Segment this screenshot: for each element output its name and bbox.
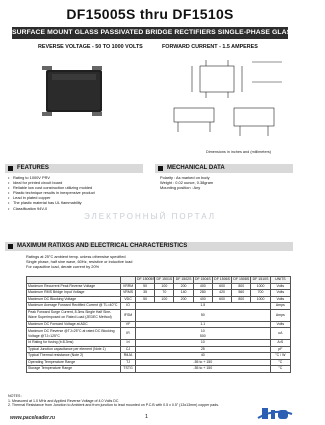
row-label: Peak Forward Surge Current, 8.3ms Single Half Sine-Wave Superimposed on Rated Load (JEDEC Method) [27,309,121,321]
feature-item: • Reliable low cost construction utilizing molded [8,185,148,190]
row-unit: A²S [270,340,290,347]
table-row [27,328,291,340]
ratings-condition-line: For capacitive load, derate current by 20% [26,264,100,270]
ratings-condition-line: Single phase, half sine wave, 60Hz, resistive or inductive load [26,259,133,265]
row-value: 10 [136,340,271,347]
mechanical-item: Polarity : As marked on body [160,175,210,180]
row-unit: Amps [270,309,290,321]
row-symbol: I²t [121,340,136,347]
features-heading-bar [5,164,143,173]
row-symbol: VRMS [121,290,136,297]
dimension-drawing [152,52,292,148]
row-value: 600 [212,296,231,303]
ratings-condition-line: Ratings at 25°C ambient temp. unless otherwise specified [26,254,126,259]
chip-package-image [32,58,118,128]
row-label: Typical Junction capacitance per element (Note 1) [27,346,121,353]
row-label: Maximum RMS Bridge Input Voltage [27,290,121,297]
row-value: -55 to + 150 [136,359,271,366]
row-symbol: IFSM [121,309,136,321]
row-value: 800 [232,296,251,303]
row-unit: Volts [270,321,290,328]
row-unit: Volts [270,296,290,303]
row-value: 280 [193,290,212,297]
header-cell-part: DF 15005S [137,277,155,282]
row-value: 100 [155,296,174,303]
row-value: 140 [174,290,193,297]
row-label: Maximum DC Reverse @TJ=25°C at rated DC Blocking Voltage @TJ=125°C [27,328,121,340]
row-value: 420 [212,290,231,297]
page-number: 1 [145,414,149,420]
row-value: 1000 [251,283,270,290]
row-label: Typical Thermal resistance (Note 2) [27,353,121,360]
row-value: 700 [251,290,270,297]
row-label: Maximum Average Forward Rectified Current @ TL=40°C [27,303,121,310]
row-value: 70 [155,290,174,297]
row-value: 50 [136,296,155,303]
row-value: 100 [155,283,174,290]
row-value: 10 500 [136,328,271,340]
row-unit: °C [270,366,290,373]
product-banner: SURFACE MOUNT GLASS PASSIVATED BRIDGE RECTIFIERS SINGLE-PHASE GLASS BRIDGE [12,27,288,39]
table-row [27,366,291,373]
ratings-heading: MAXIMUM RATIXGS AND ELECTRICAL CHARACTERISTICS [17,243,188,249]
row-label: Maximum DC Blocking Voltage [27,296,121,303]
section-square-icon [8,166,13,171]
row-unit: pF [270,346,290,353]
mechanical-heading-bar [155,164,293,173]
row-symbol: VDC [121,296,136,303]
header-cell-part: DF 1508S [233,277,250,282]
feature-item: • Classification 94V-0 [8,206,148,211]
row-value: 50 [136,283,155,290]
row-value: -55 to + 150 [136,366,271,373]
row-unit: Volts [270,283,290,290]
row-value: 35 [136,290,155,297]
section-square-icon [8,244,13,249]
row-symbol: TSTG [121,366,136,373]
header-cell-part: DF 1510S [252,277,269,282]
row-label: Maximum DC Forward Voltage at ADC [27,321,121,328]
row-symbol: IO [121,303,136,310]
row-unit: °C / W [270,353,290,360]
row-symbol: VF [121,321,136,328]
reverse-voltage-spec: REVERSE VOLTAGE - 50 TO 1000 VOLTS [38,44,143,50]
mechanical-heading: MECHANICAL DATA [167,165,225,171]
header-cell-part: DF 1502S [175,277,192,282]
row-value: 400 [193,296,212,303]
note-item: 2. Thermal Resistance from Junction to Ambient and from junction to lead mounted on P.C.B with 0.5 x 0.5" (13x13mm) copper pads. [8,403,220,408]
row-symbol: IR [121,328,136,340]
header-cell-units: UNITS [270,277,290,284]
page-title: DF15005S thru DF1510S [66,6,234,22]
row-label: Operating Temperature Range [27,359,121,366]
row-unit: Volts [270,290,290,297]
ratings-table [26,276,291,373]
row-value: 1000 [251,296,270,303]
row-value: 50 [136,309,271,321]
notes-block [8,394,293,408]
row-value: 800 [232,283,251,290]
row-value: 200 [174,296,193,303]
features-heading: FEATURES [17,165,49,171]
mechanical-item: Mounting position : Any [160,185,201,191]
row-unit: uA [270,328,290,340]
header-cell-part: DF 1504S [194,277,211,282]
feature-item: • Lead in plated copper [8,195,148,200]
row-value: 560 [232,290,251,297]
row-unit: °C [270,359,290,366]
row-label: I²t Rating for fusing (t<8.3ms) [27,340,121,347]
row-label: Storage Temperature Range [27,366,121,373]
row-value: 1.1 [136,321,271,328]
table-row [27,309,291,321]
row-unit: Amps [270,303,290,310]
row-symbol: TJ [121,359,136,366]
feature-item: • Ideal for printed circuit board [8,180,148,185]
forward-current-spec: FORWARD CURRENT - 1.5 AMPERES [162,44,258,50]
feature-item: • The plastic material has UL flammability [8,200,148,205]
row-label: Maximum Recurrent Peak Reverse Voltage [27,283,121,290]
notes-heading: NOTES : [8,394,23,398]
section-square-icon [158,166,163,171]
watermark-text: ЭЛЕКТРОННЫЙ ПОРТАЛ [84,212,216,221]
row-symbol: CJ [121,346,136,353]
feature-item: • Plastic technique results in inexpensive product [8,190,148,195]
row-symbol: RθJA [121,353,136,360]
header-cell-part: DF 1501S [156,277,173,282]
row-value: 600 [212,283,231,290]
ratings-heading-bar [5,242,293,251]
features-list [8,175,148,211]
row-value: 200 [174,283,193,290]
dimensions-note: Dimensions in inches and (millimeters) [206,150,271,154]
header-cell-part: DF 1506S [214,277,230,282]
footer-url-link[interactable]: www.paceleader.ru [10,415,56,421]
row-value: 25 [136,346,271,353]
pic-logo [258,404,292,422]
row-value: 400 [193,283,212,290]
ratings-conditions [26,254,296,270]
row-value: 1.5 [136,303,271,310]
row-symbol: VRRM [121,283,136,290]
mechanical-list [160,175,295,190]
row-value: 40 [136,353,271,360]
feature-item: • Rating to 1000V PRV [8,175,148,180]
mechanical-item: Weight : 0.02 ounce, 0.38gram [160,180,214,186]
note-item: 1. Measured at 1.0 MHz and Applied Reverse Voltage of 4.0 Volts DC [8,398,119,403]
